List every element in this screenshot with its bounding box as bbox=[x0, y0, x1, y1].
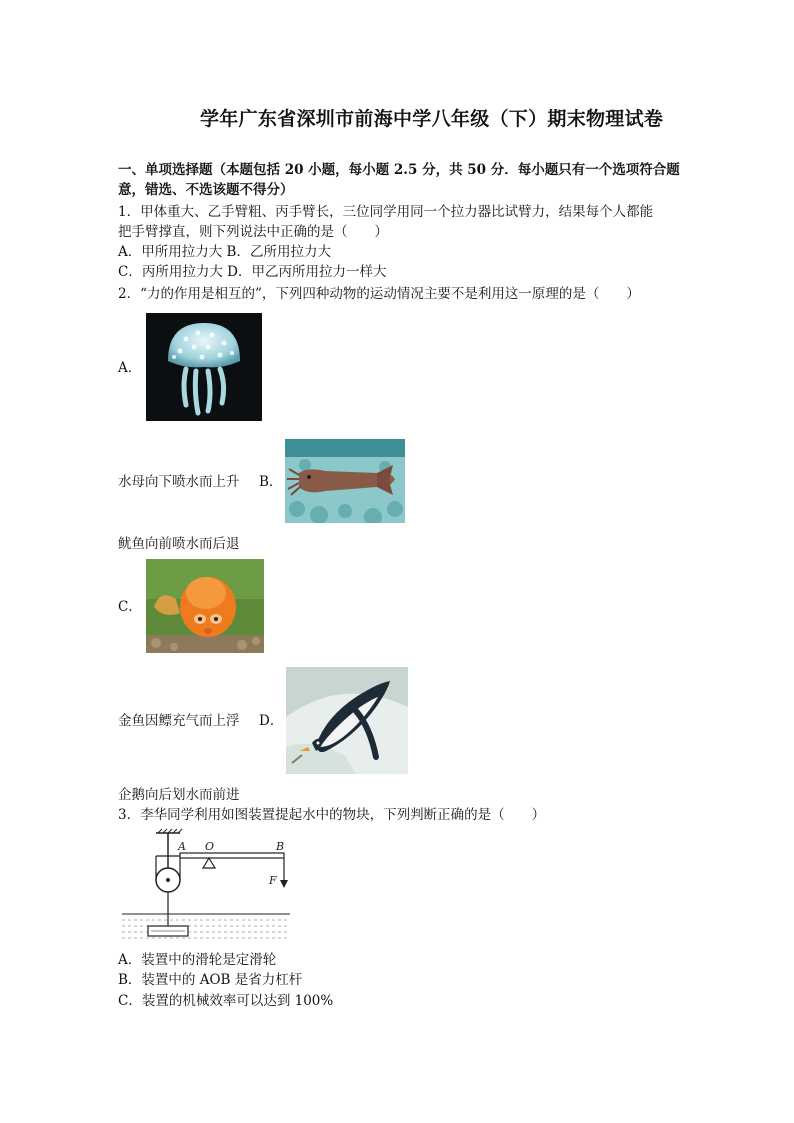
q2-option-a-label: A． bbox=[118, 360, 142, 376]
page-title: 学年广东省深圳市前海中学八年级（下）期末物理试卷 bbox=[200, 108, 664, 130]
q1-options-ab: A．甲所用拉力大 B．乙所用拉力大 bbox=[118, 244, 331, 260]
q1-stem-line2: 把手臂撑直，则下列说法中正确的是（ ） bbox=[118, 224, 388, 240]
q2-option-d-text: 企鹅向后划水而前进 bbox=[118, 787, 240, 803]
q2-option-a-text: 水母向下喷水而上升 bbox=[118, 474, 240, 490]
q2-stem: 2．“力的作用是相互的”，下列四种动物的运动情况主要不是利用这一原理的是（ ） bbox=[118, 286, 640, 302]
q2-option-b-label: B． bbox=[259, 474, 283, 490]
label-o: O bbox=[205, 840, 215, 853]
penguin-image bbox=[286, 667, 408, 774]
q2-option-c-label: C． bbox=[118, 599, 142, 615]
q2-option-b-text: 鱿鱼向前喷水而后退 bbox=[118, 536, 240, 552]
q1-options-cd: C．丙所用拉力大 D．甲乙丙所用拉力一样大 bbox=[118, 264, 387, 280]
q3-option-b: B．装置中的 AOB 是省力杠杆 bbox=[118, 972, 303, 988]
label-a: A bbox=[178, 840, 186, 853]
q3-stem: 3．李华同学利用如图装置提起水中的物块，下列判断正确的是（ ） bbox=[118, 807, 546, 823]
q2-option-d-label: D． bbox=[259, 713, 284, 729]
label-b: B bbox=[276, 840, 285, 853]
q2-option-c-text: 金鱼因鳔充气而上浮 bbox=[118, 713, 240, 729]
squid-image bbox=[285, 439, 405, 523]
q3-option-c: C．装置的机械效率可以达到 100% bbox=[118, 993, 334, 1009]
q1-stem-line1: 1．甲体重大、乙手臂粗、丙手臂长，三位同学用同一个拉力器比试臂力，结果每个人都能 bbox=[118, 204, 654, 220]
label-f: F bbox=[269, 874, 277, 887]
goldfish-image bbox=[146, 559, 264, 653]
q3-option-a: A．装置中的滑轮是定滑轮 bbox=[118, 952, 277, 968]
section-heading-line1: 一、单项选择题（本题包括 20 小题，每小题 2.5 分，共 50 分．每小题只有一个选项符合题 bbox=[118, 162, 680, 178]
section-heading-line2: 意，错选、不选该题不得分） bbox=[118, 182, 294, 198]
pulley-lever-diagram bbox=[118, 828, 294, 944]
jellyfish-image bbox=[146, 313, 262, 421]
